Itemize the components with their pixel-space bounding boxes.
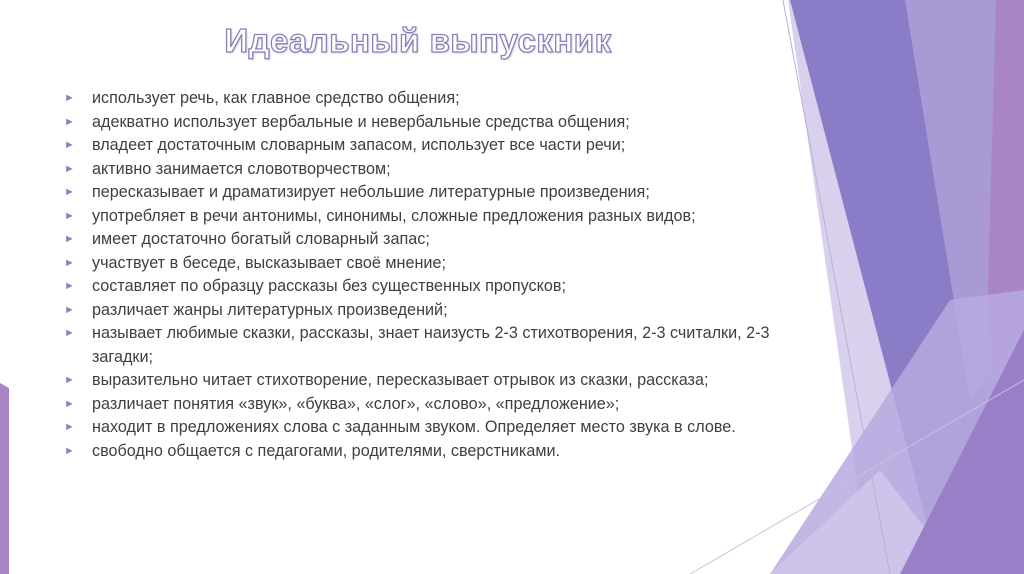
triangle-right-icon: ► [64,139,75,151]
bullet-item [62,252,782,276]
bullet-item [62,111,782,135]
triangle-right-icon: ► [64,115,75,128]
triangle-right-icon: ► [64,209,75,222]
triangle-right-icon: ► [64,256,75,269]
bullet-text: владеет достаточным словарным запасом, использует все части речи; [92,136,626,154]
triangle-right-icon: ► [64,397,75,410]
bullet-text: составляет по образцу рассказы без существенных пропусков; [92,277,566,295]
bullet-item [62,181,782,205]
slide-title: Идеальный выпускник [224,22,612,59]
bullet-text: адекватно использует вербальные и невербальные средства общения; [92,112,630,131]
bullet-item [62,275,782,299]
triangle-right-icon: ► [64,303,75,316]
triangle-right-icon: ► [64,162,75,175]
bullet-text: свободно общается с педагогами, родителями, сверстниками. [92,441,561,460]
bullet-item [62,87,782,111]
bullet-text: находит в предложениях слова с заданным звуком. Определяет место звука в слове. [92,418,736,436]
bullet-text: различает жанры литературных произведений; [92,300,448,319]
bullet-item [62,134,782,158]
left-purple-strip [0,383,9,574]
bullet-text: пересказывает и драматизирует небольшие литературные произведения; [92,183,650,201]
bullet-item [62,205,782,229]
bullet-item [62,393,782,417]
triangle-right-icon: ► [64,327,75,339]
bullet-item [62,228,782,252]
triangle-right-icon: ► [64,280,75,292]
bullet-item [62,299,782,323]
bullet-item [62,322,782,369]
triangle-right-icon: ► [64,233,75,245]
bullet-text: участвует в беседе, высказывает своё мнение; [92,253,446,272]
bullet-text: употребляет в речи антонимы, синонимы, сложные предложения разных видов; [92,206,696,225]
bullet-text: использует речь, как главное средство общения; [92,89,460,107]
bullet-text: называет любимые сказки, рассказы, знает наизусть 2-3 стихотворения, 2-3 считалки, 2-3 загадки; [92,324,770,366]
bullet-text: имеет достаточно богатый словарный запас; [92,230,430,248]
bullet-text: различает понятия «звук», «буква», «слог», «слово», «предложение»; [92,394,620,413]
triangle-right-icon: ► [64,444,75,457]
bullet-text: активно занимается словотворчеством; [92,159,391,178]
triangle-right-icon: ► [64,421,75,433]
triangle-right-icon: ► [64,186,75,198]
triangle-right-icon: ► [64,92,75,104]
bullet-list [62,87,782,463]
bullet-item [62,158,782,182]
bullet-text: выразительно читает стихотворение, пересказывает отрывок из сказки, рассказа; [92,371,709,389]
bullet-item [62,369,782,393]
triangle-right-icon: ► [64,374,75,386]
bullet-item [62,440,782,464]
bullet-item [62,416,782,440]
